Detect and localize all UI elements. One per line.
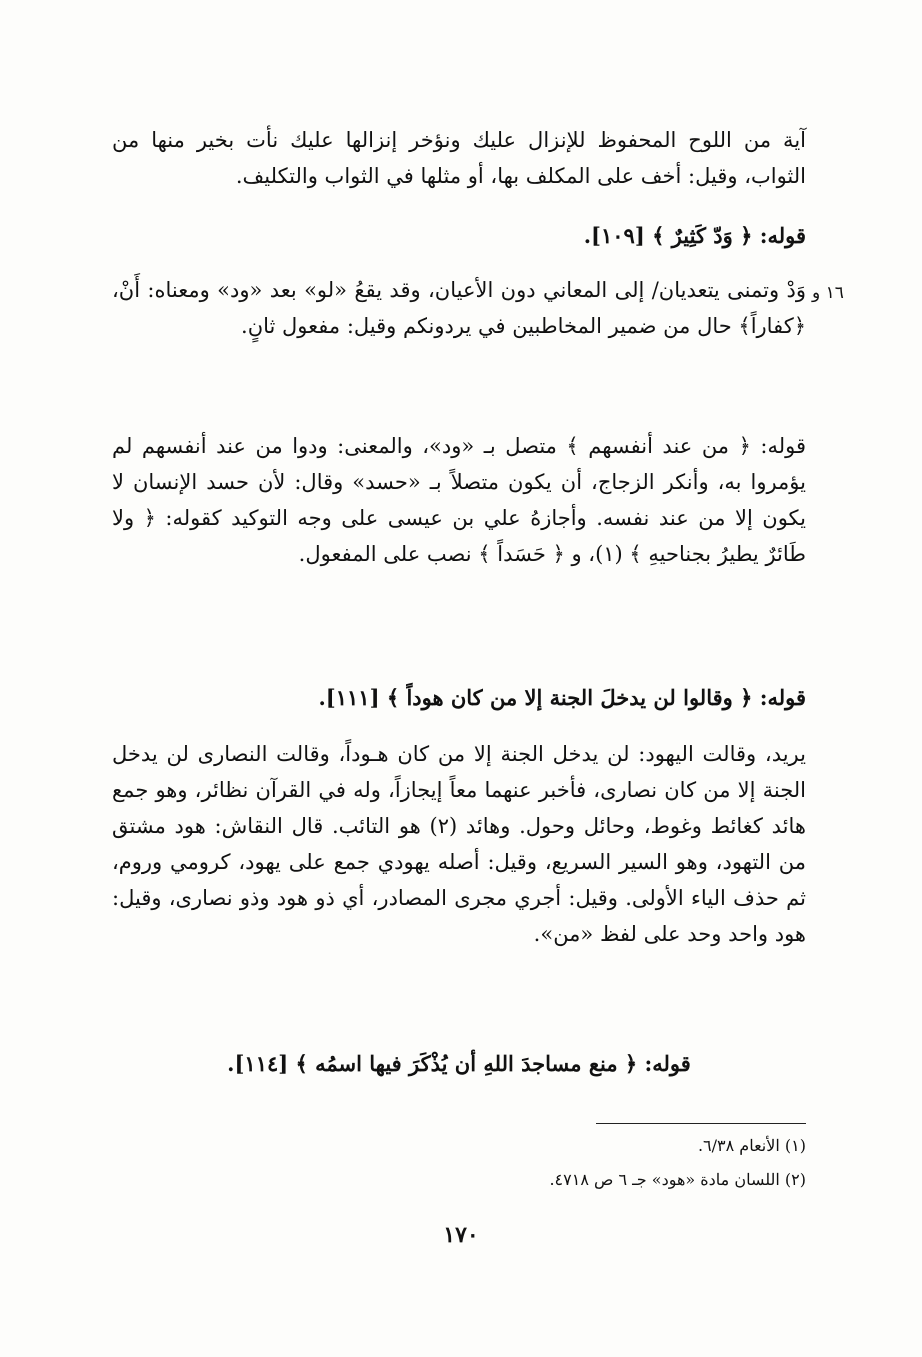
margin-folio-note: ١٦ و bbox=[812, 283, 844, 303]
footnote-2: (٢) اللسان مادة «هود» جـ ٦ ص ٤٧١٨. bbox=[549, 1170, 806, 1189]
paragraph-wadd: وَدْ وتمنى يتعديان/ إلى المعاني دون الأعيان، وقد يقعُ «لو» بعد «ود» ومعناه: أَنْ، ﴿كفاراً﴾ حال من ضمير المخاطبين في يردونكم وقيل: مفعول ثانٍ. bbox=[112, 278, 806, 338]
paragraph-hud: يريد، وقالت اليهود: لن يدخل الجنة إلا من كان هـوداً، وقالت النصارى لن يدخل الجنة إلا من كان نصارى، فأخبر عنهما معاً إيجازاً، وله في القرآن نظائر، وهو جمع هائد كغائط وغوط، وحائل وحول. وهائد (٢) هو التائب. قال النقاش: هود مشتق من التهود، وهو السير السريع، وقيل: أصله يهودي جمع على يهود، كرومي وروم، ثم حذف الياء الأولى. وقيل: أجري مجرى المصادر، أي ذو هود وذو نصارى، وقيل: هود واحد وحد على لفظ «من». bbox=[112, 742, 806, 946]
paragraph-intro: آية من اللوح المحفوظ للإنزال عليك ونؤخر إنزالها عليك نأت بخير منها من الثواب، وقيل: أخف على المكلف بها، أو مثلها في الثواب والتكليف. bbox=[112, 128, 806, 188]
paragraph-min-ind-anfusihim: قوله: ﴿ من عند أنفسهم ﴾ متصل بـ «ود»، والمعنى: ودوا من عند أنفسهم لم يؤمروا به، وأنكر الزجاج، أن يكون متصلاً بـ «حسد» وقال: لأن حسد الإنسان لا يكون إلا من عند نفسه. وأجازهُ علي بن عيسى على وجه التوكيد كقوله: ﴿ ولا طَائرٌ يطيرُ بجناحيهِ ﴾ (١)، و ﴿ حَسَداً ﴾ نصب على المفعول. bbox=[112, 434, 806, 566]
page-number: ١٧٠ bbox=[443, 1222, 479, 1248]
verse-heading-109: قوله: ﴿ وَدّ كَثِيرٌ ﴾ [١٠٩]. bbox=[583, 223, 806, 248]
footnote-divider bbox=[596, 1123, 806, 1124]
verse-heading-111: قوله: ﴿ وقالوا لن يدخلَ الجنة إلا من كان هوداً ﴾ [١١١]. bbox=[318, 685, 806, 710]
footnote-1: (١) الأنعام ٦/٣٨. bbox=[697, 1136, 806, 1155]
verse-heading-114: قوله: ﴿ منع مساجدَ اللهِ أن يُذْكَرَ فيها اسمُه ﴾ [١١٤]. bbox=[227, 1051, 691, 1076]
